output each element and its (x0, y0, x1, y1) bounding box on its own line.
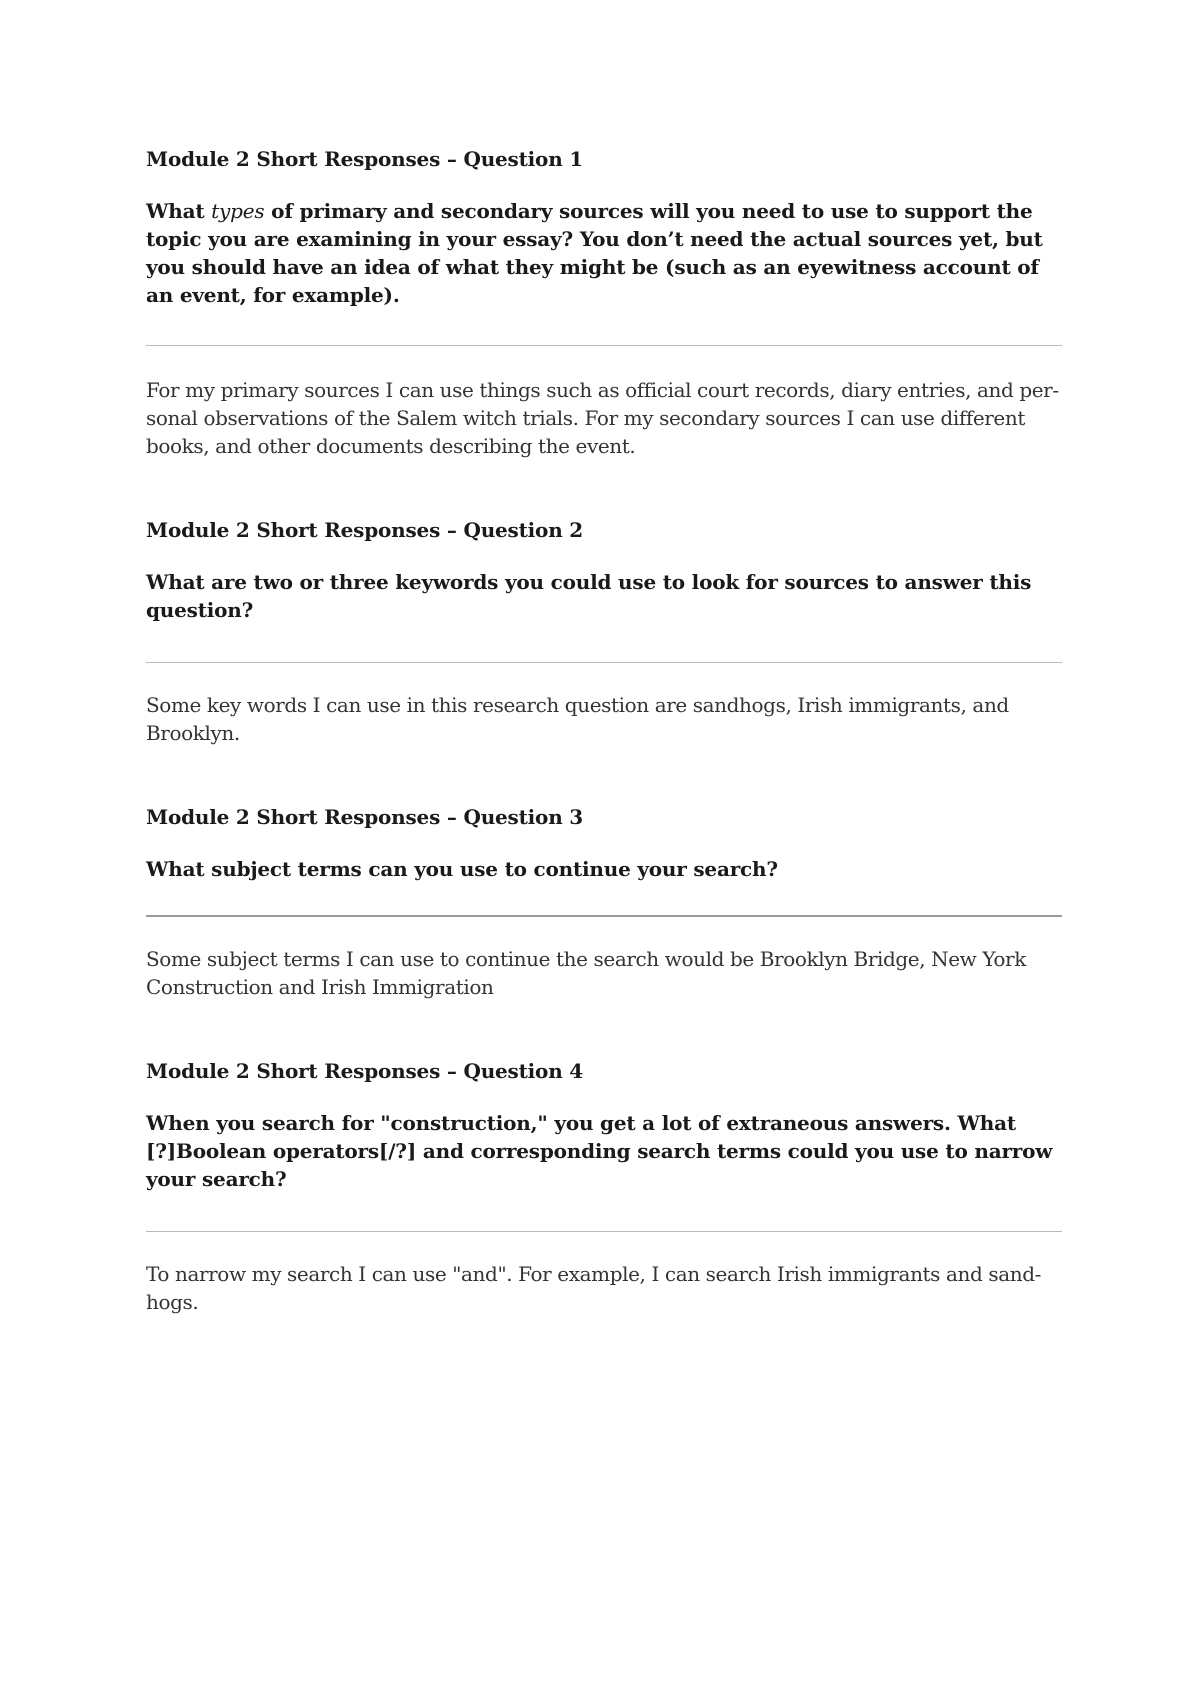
question-2-divider (146, 662, 1062, 663)
question-3-section (146, 803, 1062, 1001)
question-1-prompt-rest: of primary and secondary sources will you need to use to support the topic you are examining in your essay? You don’t need the actual sources yet, but you should have an idea of what they might be (such as an eyewitness account of an event, for example). (146, 199, 1043, 307)
question-3-divider (146, 915, 1062, 917)
question-3-title: Module 2 Short Responses – Question 3 (146, 805, 584, 829)
question-1-prompt-prefix: What (146, 199, 212, 223)
question-4-title: Module 2 Short Responses – Question 4 (146, 1059, 584, 1083)
question-1-prompt (146, 197, 1062, 309)
question-4-section (146, 1057, 1062, 1316)
question-3-prompt: What subject terms can you use to continue your search? (146, 857, 778, 881)
question-3-answer: Some subject terms I can use to continue the search would be Brooklyn Bridge, New York Construction and Irish Immigration (146, 947, 1026, 999)
question-1-divider (146, 345, 1062, 346)
question-2-prompt: What are two or three keywords you could use to look for sources to answer this question? (146, 570, 1032, 622)
question-4-answer: To narrow my search I can use "and". For example, I can search Irish immigrants and sandhogs. (146, 1262, 1042, 1314)
question-4-divider (146, 1231, 1062, 1232)
question-2-title: Module 2 Short Responses – Question 2 (146, 518, 584, 542)
question-1-answer: For my primary sources I can use things such as official court records, diary entries, and personal observations of the Salem witch trials. For my secondary sources I can use different books, and other documents describing the event. (146, 378, 1060, 458)
question-4-prompt: When you search for "construction," you get a lot of extraneous answers. What [?]Boolean operators[/?] and corresponding search terms could you use to narrow your search? (146, 1111, 1053, 1191)
question-1-prompt-emphasis: types (211, 199, 265, 223)
question-1-section (146, 145, 1062, 460)
question-2-section (146, 516, 1062, 747)
question-2-answer: Some key words I can use in this research question are sandhogs, Irish immigrants, and Brooklyn. (146, 693, 1009, 745)
question-1-title: Module 2 Short Responses – Question 1 (146, 147, 584, 171)
